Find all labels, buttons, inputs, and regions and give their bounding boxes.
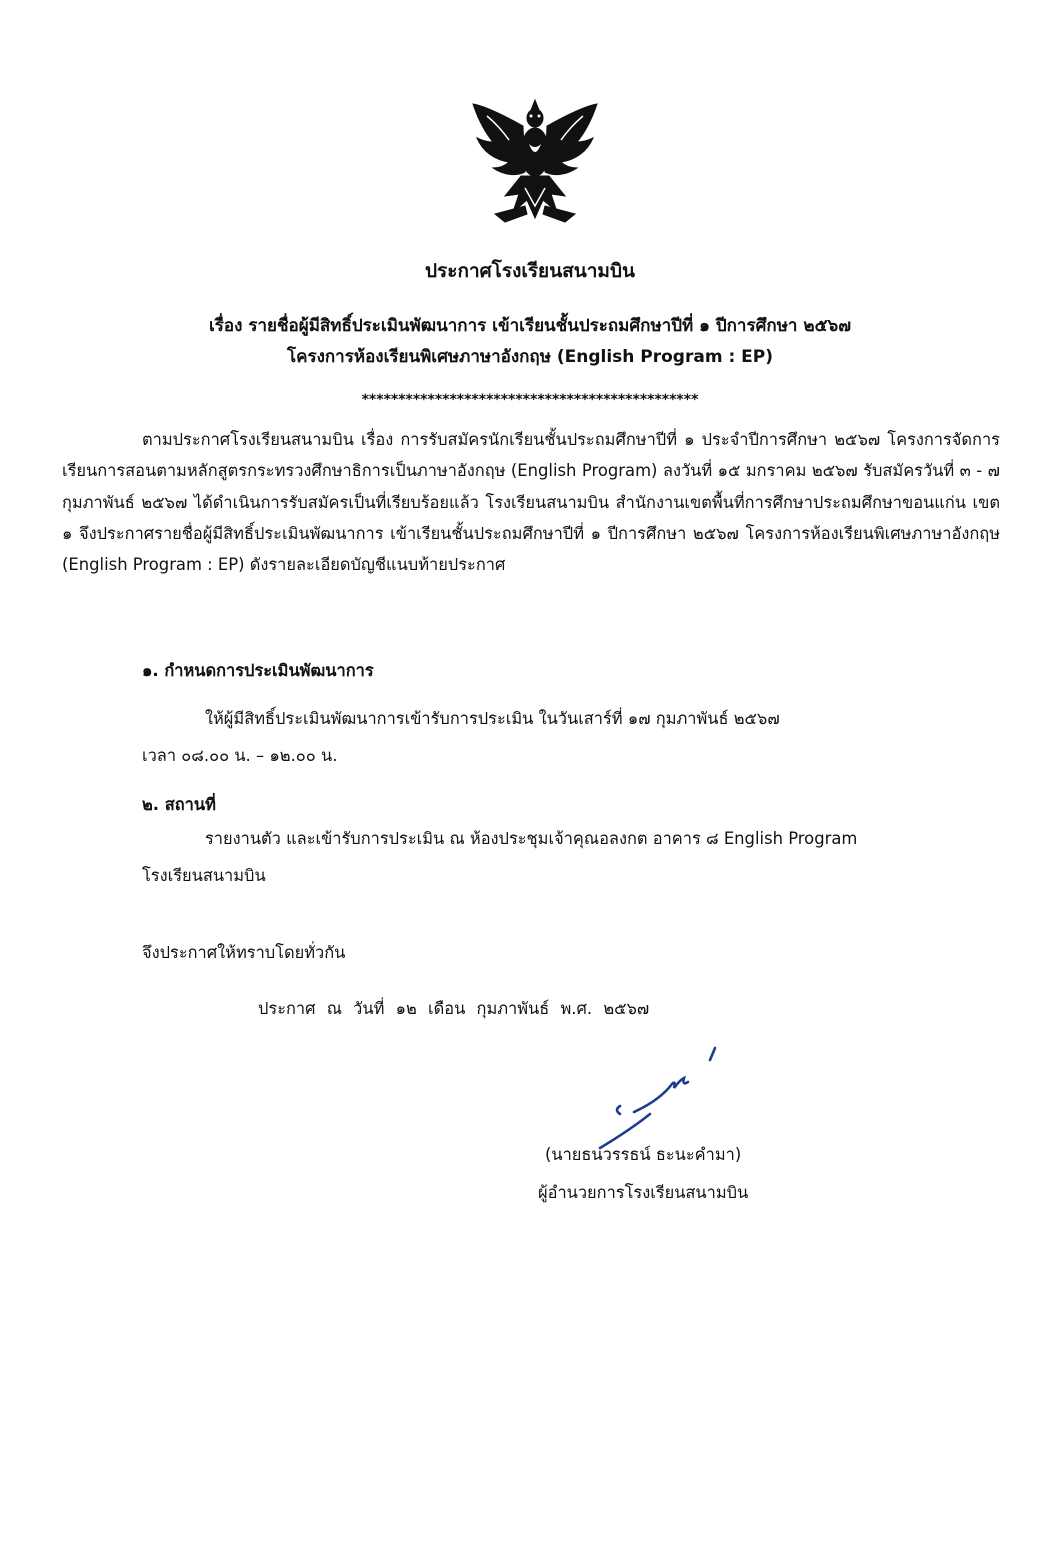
section-1-line-1: ให้ผู้มีสิทธิ์ประเมินพัฒนาการเข้ารับการประเมิน ในวันเสาร์ที่ ๑๗ กุมภาพันธ์ ๒๕๖๗ <box>205 709 780 728</box>
closing-statement: จึงประกาศให้ทราบโดยทั่วกัน <box>142 943 346 962</box>
section-2-heading: ๒. สถานที่ <box>142 795 216 814</box>
separator-line: ********************************************** <box>361 392 699 408</box>
garuda-emblem-icon <box>465 96 605 226</box>
section-2-line-2: โรงเรียนสนามบิน <box>142 866 266 885</box>
section-1-heading: ๑. กำหนดการประเมินพัฒนาการ <box>142 661 374 680</box>
subject-line-1: เรื่อง รายชื่อผู้มีสิทธิ์ประเมินพัฒนาการ เข้าเรียนชั้นประถมศึกษาปีที่ ๑ ปีการศึกษา ๒๕๖๗ <box>208 316 852 336</box>
body-paragraph: ตามประกาศโรงเรียนสนามบิน เรื่อง การรับสมัครนักเรียนชั้นประถมศึกษาปีที่ ๑ ประจำปีการศึกษา ๒๕๖๗ โครงการจัดการเรียนการสอนตามหลักสูตรกระทรวงศึกษาธิการเป็นภาษาอังกฤษ (English Program) ลงวันที่ ๑๕ มกราคม ๒๕๖๗ รับสมัครวันที่ ๓ - ๗ กุมภาพันธ์ ๒๕๖๗ ได้ดำเนินการรับสมัครเป็นที่เรียบร้อยแล้ว โรงเรียนสนามบิน สำนักงานเขตพื้นที่การศึกษาประถมศึกษาขอนแก่น เขต ๑ จึงประกาศรายชื่อผู้มีสิทธิ์ประเมินพัฒนาการ เข้าเรียนชั้นประถมศึกษาปีที่ ๑ ปีการศึกษา ๒๕๖๗ โครงการห้องเรียนพิเศษภาษาอังกฤษ (English Program : EP) ดังรายละเอียดบัญชีแนบท้ายประกาศ <box>62 430 1000 575</box>
announcement-date: ประกาศ ณ วันที่ ๑๒ เดือน กุมภาพันธ์ พ.ศ. ๒๕๖๗ <box>258 999 650 1018</box>
section-1-line-2: เวลา ๐๘.๐๐ น. – ๑๒.๐๐ น. <box>142 746 338 765</box>
handwritten-signature-icon <box>590 1040 730 1150</box>
signatory-position: ผู้อำนวยการโรงเรียนสนามบิน <box>538 1183 749 1202</box>
section-2-line-1: รายงานตัว และเข้ารับการประเมิน ณ ห้องประชุมเจ้าคุณอลงกต อาคาร ๘ English Program <box>205 829 858 848</box>
signatory-name: (นายธนวรรธน์ ธะนะคำมา) <box>545 1145 742 1164</box>
announcement-title: ประกาศโรงเรียนสนามบิน <box>424 260 636 282</box>
subject-line-2: โครงการห้องเรียนพิเศษภาษาอังกฤษ (English Program : EP) <box>286 347 774 367</box>
